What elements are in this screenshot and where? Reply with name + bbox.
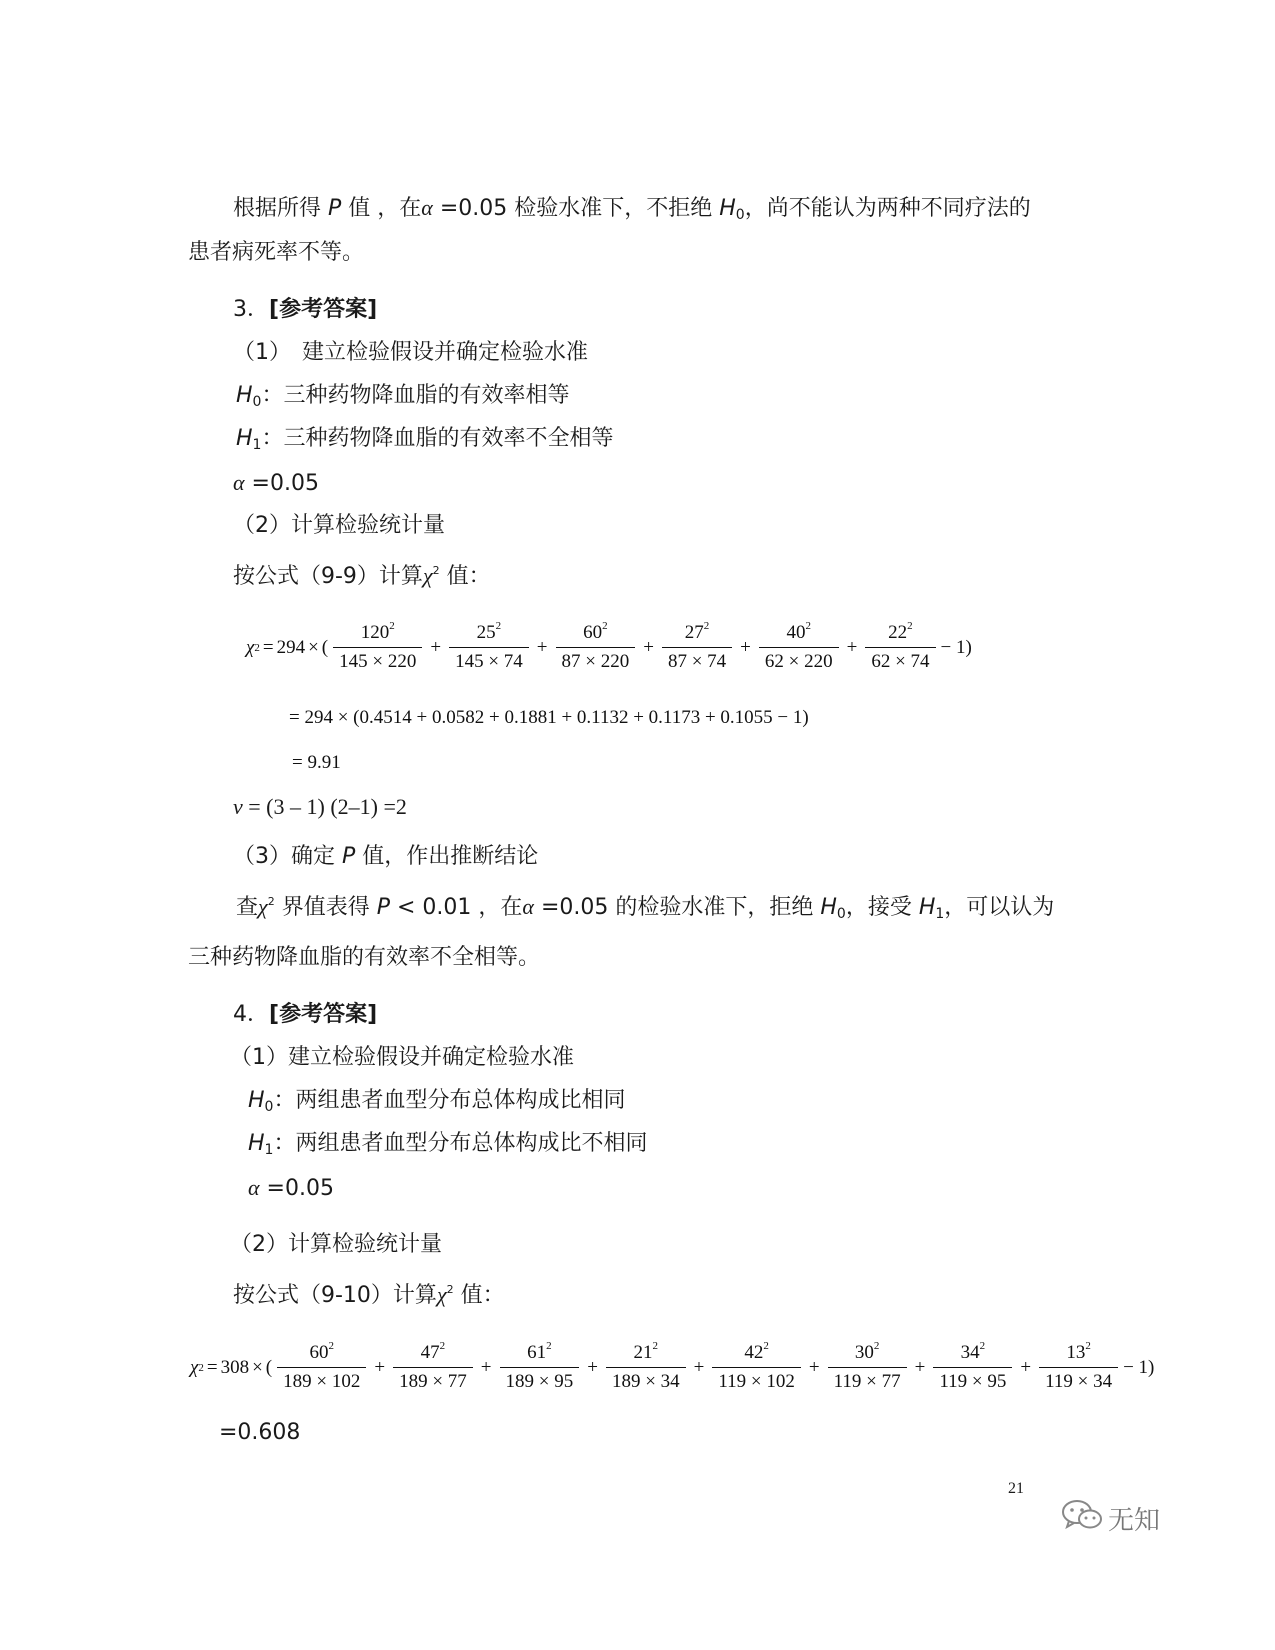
fraction-denominator: 189 × 77 [393,1367,473,1393]
page-number: 21 [1008,1480,1024,1497]
fraction-denominator: 87 × 220 [556,647,636,673]
fraction-term [662,622,732,673]
fraction-numerator: $27^2$ [684,620,710,643]
fraction-numerator: $13^2$ [1066,1340,1091,1363]
fraction-denominator: 87 × 74 [662,647,732,673]
null-hypothesis: $H_0$：两组患者血型分布总体构成比相同 [248,1088,626,1115]
paragraph-line: 患者病死率不等。 [188,240,365,265]
null-hypothesis: $H_0$：三种药物降血脂的有效率相等 [236,383,570,410]
fraction-term [865,622,935,673]
fraction-denominator: 189 × 102 [277,1367,366,1393]
fraction-numerator: $60^2$ [309,1340,334,1363]
fraction-term [933,1342,1012,1393]
plus-sign: + [587,1356,598,1378]
fraction-term [828,1342,907,1393]
plus-sign: + [480,1356,492,1378]
alpha-level: α =0.05 [233,470,319,496]
plus-sign: + [430,636,442,658]
fraction-denominator: 119 × 34 [1039,1367,1118,1393]
fraction-numerator: $60^2$ [583,620,608,643]
fraction-term [333,622,422,673]
fraction-numerator: $47^2$ [420,1340,446,1363]
wechat-icon [1060,1497,1104,1540]
fraction-denominator: 62 × 220 [759,647,839,673]
fraction-denominator: 119 × 95 [933,1367,1012,1393]
chi-square-equation: χ 2 = 308 × ( $\frac{60^2}{189 \times 102}$ + $\frac{47^2}{189 \times 77}$ + $\frac{61^2}{189 \times 95}$ + $\frac{21^2}{189 \times 34}$ + $\frac{42^2}{119 \times 102}$ + $\frac{30^2}{119 \times 77}$ + $\frac{34^2}{119 \times 95}$ + $\frac{13^2}{119 \times 34}$ − 1) [190,1340,1155,1392]
fraction-denominator: 189 × 95 [500,1367,580,1393]
formula-intro: 按公式（9-10）计算$\chi^2$ 值： [233,1282,505,1308]
conclusion-line: 查$\chi^2$ 界值表得 P < 0.01 ，在α =0.05 的检验水准下，拒绝 $H_0$，接受 $H_1$，可以认为 [236,894,1055,922]
plus-sign: + [740,636,751,658]
fraction-denominator: 62 × 74 [865,647,935,673]
fraction-denominator: 145 × 74 [449,647,529,673]
alt-hypothesis: $H_1$：三种药物降血脂的有效率不全相等 [236,426,614,453]
plus-sign: + [808,1356,820,1378]
equation-tail: − 1) [940,636,972,658]
fraction-numerator: $25^2$ [476,620,502,643]
watermark [1060,1497,1160,1540]
conclusion-line: 三种药物降血脂的有效率不全相等。 [188,945,541,970]
plus-sign: + [1020,1356,1032,1378]
section-heading: 4．[参考答案] [233,1002,378,1027]
step-heading: （2）计算检验统计量 [230,1232,442,1257]
step-heading: （2）计算检验统计量 [233,513,445,538]
chi-square-expansion: = 294 × (0.4514 + 0.0582 + 0.1881 + 0.1132 + 0.1173 + 0.1055 − 1) [289,707,809,728]
alt-hypothesis: $H_1$：两组患者血型分布总体构成比不相同 [248,1131,648,1158]
fraction-numerator: $34^2$ [960,1340,986,1363]
fraction-term [449,622,529,673]
step-heading: （3）确定 P 值，作出推断结论 [233,844,539,869]
degrees-of-freedom: ν = (3 – 1) (2–1) =2 [233,794,407,819]
formula-intro: 按公式（9-9）计算$\chi^2$ 值： [233,563,491,589]
fraction-numerator: $61^2$ [527,1340,552,1363]
plus-sign: + [536,636,548,658]
fraction-numerator: $42^2$ [744,1340,769,1363]
plus-sign: + [846,636,858,658]
fraction-numerator: $21^2$ [633,1340,659,1363]
fraction-denominator: 119 × 77 [828,1367,907,1393]
fraction-term [500,1342,580,1393]
plus-sign: + [374,1356,386,1378]
equation-tail: − 1) [1123,1356,1155,1378]
plus-sign: + [914,1356,926,1378]
fraction-denominator: 145 × 220 [333,647,422,673]
fraction-numerator: $30^2$ [854,1340,880,1363]
fraction-denominator: 119 × 102 [712,1367,801,1393]
step-heading: （1）建立检验假设并确定检验水准 [230,1045,574,1070]
fraction-numerator: $40^2$ [786,620,811,643]
chi-square-value: = 9.91 [292,752,341,773]
section-heading: 3．[参考答案] [233,297,378,322]
fraction-term [1039,1342,1118,1393]
fraction-term [712,1342,801,1393]
fraction-term [393,1342,473,1393]
alpha-level: α =0.05 [248,1175,334,1201]
fraction-numerator: $22^2$ [888,620,913,643]
fraction-term [606,1342,686,1393]
step-heading: （1） 建立检验假设并确定检验水准 [233,340,588,365]
chi-square-equation: χ 2 = 294 × ( $\frac{120^2}{145 \times 220}$ + $\frac{25^2}{145 \times 74}$ + $\frac{60^2}{87 \times 220}$ + $\frac{27^2}{87 \times 74}$ + $\frac{40^2}{62 \times 220}$ + $\frac{22^2}{62 \times 74}$ − 1) [246,620,972,672]
paragraph-line: 根据所得 P 值 ，在α =0.05 检验水准下，不拒绝 $H_0$，尚不能认为两种不同疗法的 [233,195,1031,223]
plus-sign: + [693,1356,705,1378]
fraction-term [277,1342,366,1393]
fraction-denominator: 189 × 34 [606,1367,686,1393]
chi-square-result: =0.608 [219,1420,301,1445]
fraction-term [556,622,636,673]
watermark-text: 无知 [1108,1506,1161,1536]
fraction-numerator: $120^2$ [360,620,395,643]
plus-sign: + [643,636,654,658]
fraction-term [759,622,839,673]
